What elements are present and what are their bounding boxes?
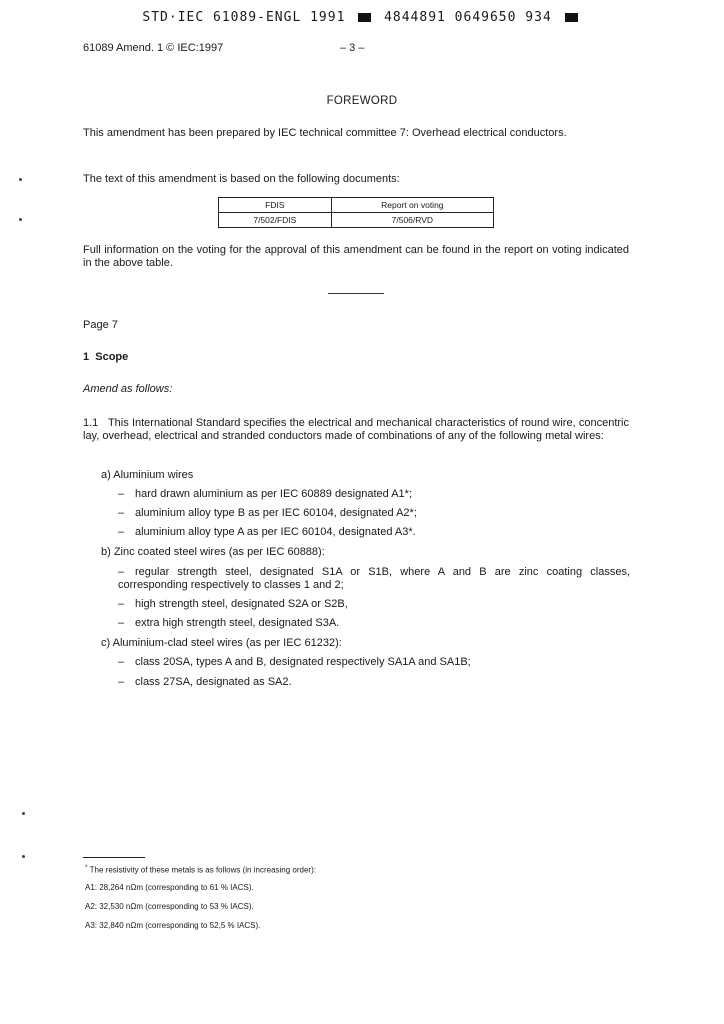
list-item-c2: – class 27SA, designated as SA2. <box>118 676 292 688</box>
clause-number: 1.1 <box>83 417 99 429</box>
list-item-a3: – aluminium alloy type A as per IEC 60104, designated A3*. <box>118 526 416 538</box>
scan-speck <box>19 178 22 181</box>
section-divider <box>328 293 384 294</box>
list-item-c: c) Aluminium-clad steel wires (as per IEC 61232): <box>101 637 342 649</box>
list-item-b3: – extra high strength steel, designated S3A. <box>118 617 340 629</box>
header-code-mid: 4844891 0649650 <box>384 10 517 25</box>
list-item-c1: – class 20SA, types A and B, designated respectively SA1A and SA1B; <box>118 656 471 668</box>
foreword-paragraph-1: This amendment has been prepared by IEC technical committee 7: Overhead electrical conductors. <box>83 127 567 139</box>
list-item-a: a) Aluminium wires <box>101 469 194 481</box>
foreword-title: FOREWORD <box>326 95 398 107</box>
clause-text: This International Standard specifies the electrical and mechanical characteristics of round wire, concentric lay, overhead, electrical and stranded conductors made of combinations of any of the following metal wires: <box>83 417 629 442</box>
footnote-line-a1: A1: 28,264 nΩm (corresponding to 61 % IACS). <box>85 883 254 892</box>
header-code-left: STD·IEC 61089-ENGL 1991 <box>142 10 346 25</box>
scope-number: 1 <box>83 351 90 363</box>
voting-table-header-row <box>219 198 494 213</box>
voting-table-header-report: Report on voting <box>331 198 493 213</box>
header-block-mark-end <box>565 13 578 22</box>
footnote-line-a3: A3: 32,840 nΩm (corresponding to 52,5 % IACS). <box>85 921 261 930</box>
list-item-b1: – regular strength steel, designated S1A or S1B, where A and B are zinc coating classes, corresponding respectively to classes 1 and 2; <box>118 566 630 591</box>
list-item-a1: – hard drawn aluminium as per IEC 60889 designated A1*; <box>118 488 413 500</box>
footnote-line-a2: A2: 32,530 nΩm (corresponding to 53 % IACS). <box>85 902 254 911</box>
scope-title: Scope <box>95 351 129 363</box>
list-item-b2: – high strength steel, designated S2A or S2B, <box>118 598 348 610</box>
page-reference: Page 7 <box>83 319 118 331</box>
scope-heading <box>83 351 629 364</box>
footnote-rule <box>83 857 145 858</box>
voting-table-header-fdis: FDIS <box>219 198 332 213</box>
voting-table-cell-rvd: 7/506/RVD <box>331 213 493 228</box>
clause-1-1 <box>83 417 629 443</box>
document-header-code <box>0 10 724 25</box>
footnote-intro-text: The resistivity of these metals is as follows (in increasing order): <box>89 865 316 875</box>
scan-speck <box>22 855 25 858</box>
document-reference: 61089 Amend. 1 © IEC:1997 <box>83 42 224 54</box>
amend-note: Amend as follows: <box>83 383 173 395</box>
voting-table-cell-fdis: 7/502/FDIS <box>219 213 332 228</box>
list-item-b: b) Zinc coated steel wires (as per IEC 60888): <box>101 546 325 558</box>
voting-table-row <box>219 213 494 228</box>
header-code-right: 934 <box>525 10 552 25</box>
scan-speck <box>22 812 25 815</box>
voting-table <box>218 197 494 228</box>
foreword-paragraph-2: The text of this amendment is based on the following documents: <box>83 173 400 185</box>
scan-speck <box>19 218 22 221</box>
header-block-mark <box>358 13 371 22</box>
footnote-intro <box>85 864 316 875</box>
page-number: – 3 – <box>340 42 365 54</box>
list-item-a2: – aluminium alloy type B as per IEC 60104, designated A2*; <box>118 507 417 519</box>
foreword-paragraph-3: Full information on the voting for the approval of this amendment can be found in the report on voting indicated in the above table. <box>83 244 629 269</box>
footnote-mark: * <box>85 864 88 871</box>
